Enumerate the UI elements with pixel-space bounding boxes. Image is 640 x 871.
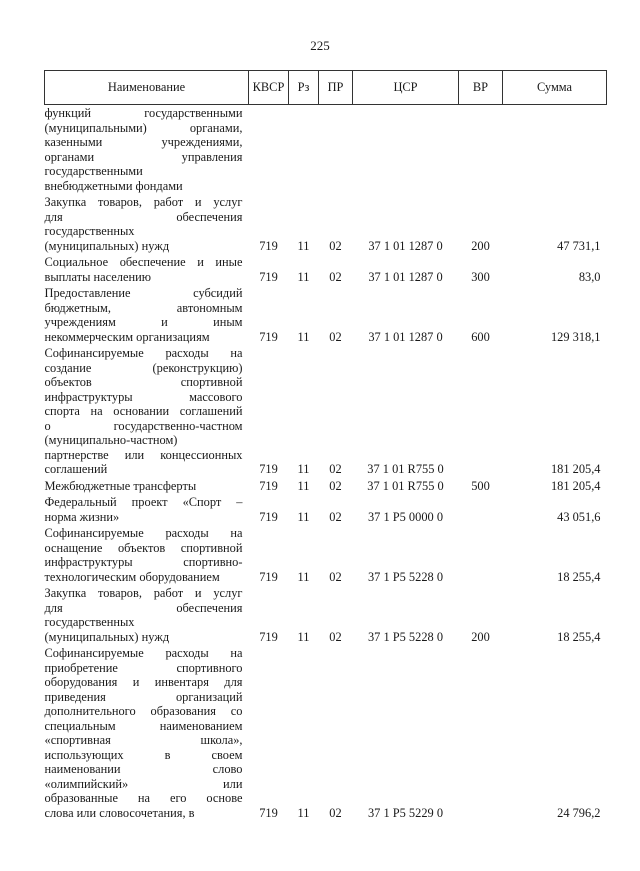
row-vr (459, 494, 503, 525)
row-kvsr: 719 (259, 805, 278, 820)
row-name-line: (муниципальными) органами, (44, 120, 243, 135)
header-pr: ПР (319, 71, 353, 105)
row-name (45, 525, 249, 585)
row-name-line: объектов спортивной (44, 375, 243, 389)
row-rz: 11 (297, 629, 310, 644)
row-name-line: государственных (44, 224, 135, 238)
row-csr: 37 1 01 1287 0 (368, 329, 443, 344)
row-name-line: Предоставление субсидий (44, 286, 243, 300)
row-name-line: образованные на его основе (44, 791, 243, 805)
row-vr (459, 345, 503, 478)
table-row (45, 194, 607, 254)
table-header (45, 71, 607, 105)
row-name-line: Закупка товаров, работ и услуг (44, 586, 243, 600)
row-rz (289, 105, 319, 195)
row-name-line: создание (реконструкцию) (44, 360, 243, 375)
table-row (45, 105, 607, 195)
row-sum: 43 051,6 (557, 509, 601, 524)
row-kvsr (249, 105, 289, 195)
row-name-line: слова или словосочетания, в (44, 805, 195, 820)
row-vr (459, 525, 503, 585)
header-rz: Рз (289, 71, 319, 105)
row-name-line: Социальное обеспечение и иные (44, 255, 243, 269)
row-name-line: норма жизни» (44, 509, 120, 524)
row-rz: 11 (297, 569, 310, 584)
row-name-line: для обеспечения (44, 209, 243, 224)
table-row (45, 494, 607, 525)
row-name-line: Межбюджетные трансферты (44, 478, 197, 493)
row-name-line: о государственно-частном (44, 418, 243, 433)
row-name-line: оснащение объектов спортивной (44, 540, 243, 555)
table-body (45, 105, 607, 822)
row-name-line: Закупка товаров, работ и услуг (44, 195, 243, 209)
row-name-line: «олимпийский» или (44, 776, 243, 791)
header-vr: ВР (459, 71, 503, 105)
row-name-line: наименовании слово (44, 762, 243, 776)
row-name (45, 494, 249, 525)
table-row (45, 478, 607, 495)
row-kvsr: 719 (259, 569, 278, 584)
row-name-line: приобретение спортивного (44, 660, 243, 675)
row-kvsr: 719 (259, 329, 278, 344)
row-name-line: (муниципальных) нужд (44, 238, 170, 253)
row-csr: 37 1 P5 5229 0 (367, 805, 444, 820)
row-csr: 37 1 01 R755 0 (367, 478, 444, 493)
row-pr: 02 (329, 238, 342, 253)
row-name (45, 585, 249, 645)
row-kvsr: 719 (259, 269, 278, 284)
row-name-line: технологическим оборудованием (44, 569, 220, 584)
row-vr: 500 (471, 478, 490, 493)
row-name-line: специальным наименованием (44, 718, 243, 733)
row-name (45, 345, 249, 478)
row-csr: 37 1 P5 5228 0 (367, 629, 444, 644)
row-csr: 37 1 01 R755 0 (367, 462, 444, 476)
row-name-line: инфраструктуры массового (44, 389, 243, 404)
row-name (45, 254, 249, 285)
row-name-line: казенными учреждениями, (44, 135, 243, 149)
row-name-line: государственными (44, 164, 143, 178)
row-sum: 18 255,4 (557, 569, 601, 584)
row-csr (353, 105, 459, 195)
row-vr: 200 (471, 238, 490, 253)
row-sum: 83,0 (578, 269, 601, 284)
row-sum (503, 105, 607, 195)
row-name-line: приведения организаций (44, 689, 243, 704)
row-name (45, 478, 249, 495)
row-name-line: «спортивная школа», (44, 733, 243, 747)
table-row (45, 254, 607, 285)
row-pr: 02 (329, 629, 342, 644)
row-name (45, 194, 249, 254)
row-name-line: (муниципальных) нужд (44, 629, 170, 644)
table-row (45, 285, 607, 345)
row-pr (319, 105, 353, 195)
row-kvsr: 719 (259, 238, 278, 253)
header-kvsr: КВСР (249, 71, 289, 105)
row-vr (459, 105, 503, 195)
row-csr: 37 1 01 1287 0 (368, 238, 443, 253)
page-number: 225 (310, 38, 330, 53)
row-name-line: государственных (44, 615, 135, 629)
row-vr: 200 (471, 629, 490, 644)
row-name-line: инфраструктуры спортивно- (44, 555, 243, 569)
row-vr: 600 (471, 329, 490, 344)
row-sum: 181 205,4 (550, 462, 601, 476)
row-sum: 181 205,4 (550, 478, 601, 493)
row-kvsr: 719 (259, 629, 278, 644)
table-row (45, 585, 607, 645)
row-sum: 24 796,2 (557, 805, 601, 820)
row-rz: 11 (297, 329, 310, 344)
row-sum: 18 255,4 (557, 629, 601, 644)
row-pr: 02 (329, 569, 342, 584)
row-name-line: некоммерческим организациям (44, 329, 210, 344)
row-name-line: Софинансируемые расходы на (44, 646, 243, 660)
row-name-line: органами управления (44, 149, 243, 164)
row-pr: 02 (329, 509, 342, 524)
table-row (45, 645, 607, 821)
row-pr: 02 (329, 478, 342, 493)
row-rz: 11 (297, 478, 310, 493)
header-sum: Сумма (503, 71, 607, 105)
budget-table (44, 70, 607, 821)
row-name-line: спорта на основании соглашений (44, 404, 243, 418)
row-name-line: бюджетным, автономным (44, 300, 243, 315)
row-csr: 37 1 01 1287 0 (368, 269, 443, 284)
row-kvsr: 719 (259, 478, 278, 493)
row-name-line: использующих в своем (44, 747, 243, 762)
row-name-line: (муниципально-частном) (44, 433, 178, 447)
table-row (45, 525, 607, 585)
row-name-line: внебюджетными фондами (44, 178, 183, 193)
row-name-line: Федеральный проект «Спорт – (44, 495, 243, 509)
row-rz: 11 (297, 238, 310, 253)
row-name-line: выплаты населению (44, 269, 151, 284)
row-name-line: соглашений (44, 462, 108, 476)
header-csr: ЦСР (353, 71, 459, 105)
row-rz: 11 (297, 269, 310, 284)
header-name: Наименование (45, 71, 249, 105)
row-rz: 11 (297, 462, 310, 476)
row-kvsr: 719 (259, 509, 278, 524)
row-name (45, 285, 249, 345)
row-name-line: партнерстве или концессионных (44, 447, 243, 462)
row-vr (459, 645, 503, 821)
row-csr: 37 1 P5 5228 0 (367, 569, 444, 584)
row-name (45, 645, 249, 821)
row-csr: 37 1 P5 0000 0 (367, 509, 444, 524)
row-rz: 11 (297, 509, 310, 524)
row-name-line: Софинансируемые расходы на (44, 346, 243, 360)
row-rz: 11 (297, 805, 310, 820)
row-vr: 300 (471, 269, 490, 284)
row-name (45, 105, 249, 195)
row-name-line: для обеспечения (44, 600, 243, 615)
row-name-line: учреждениям и иным (44, 315, 243, 329)
row-name-line: дополнительного образования со (44, 704, 243, 718)
row-pr: 02 (329, 462, 342, 476)
row-sum: 129 318,1 (550, 329, 601, 344)
row-sum: 47 731,1 (557, 238, 601, 253)
row-name-line: Софинансируемые расходы на (44, 526, 243, 540)
row-name-line: функций государственными (44, 106, 243, 120)
row-pr: 02 (329, 269, 342, 284)
row-kvsr: 719 (259, 462, 278, 476)
row-name-line: оборудования и инвентаря для (44, 675, 243, 689)
table-row (45, 345, 607, 478)
row-pr: 02 (329, 805, 342, 820)
row-pr: 02 (329, 329, 342, 344)
